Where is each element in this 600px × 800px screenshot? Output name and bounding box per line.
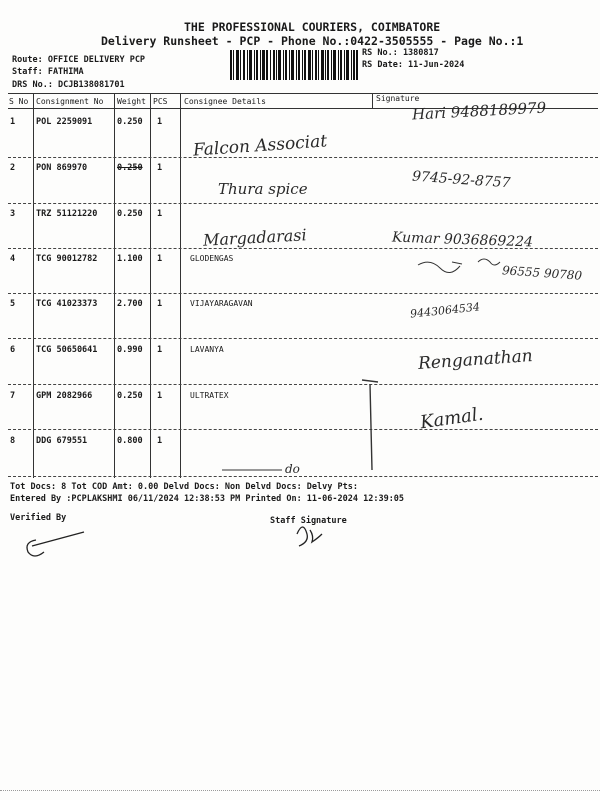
verified-by-label: Verified By	[10, 513, 67, 523]
handwritten-consignee: Thura spice	[218, 180, 308, 198]
row-consignment-no: TCG 50650641	[36, 345, 98, 355]
row-pcs: 1	[157, 254, 163, 264]
row-weight: 0.800	[117, 436, 143, 446]
row-consignment-no: TCG 90012782	[36, 254, 98, 264]
row-pcs: 1	[157, 345, 163, 355]
row-pcs: 1	[157, 391, 163, 401]
row-weight: 0.250	[117, 163, 143, 173]
row-consignee: GLODENGAS	[190, 254, 234, 263]
row-consignee: VIJAYARAGAVAN	[190, 299, 253, 308]
row-consignment-no: PON 869970	[36, 163, 88, 173]
handwritten-signature: Kamal.	[418, 403, 485, 434]
row-consignment-no: TCG 41023373	[36, 299, 98, 309]
handwritten-signature: 96555 90780	[501, 263, 583, 283]
page-bottom-edge	[0, 790, 600, 791]
col-header-consignment: Consignment No	[36, 97, 104, 106]
row-pcs: 1	[157, 299, 163, 309]
staff-label: Staff: FATHIMA	[12, 67, 84, 77]
row-sno: 4	[10, 254, 16, 264]
runsheet-subtitle: Delivery Runsheet - PCP - Phone No.:0422-3505555 - Page No.:1	[101, 34, 524, 48]
company-name: THE PROFESSIONAL COURIERS, COIMBATORE	[184, 20, 441, 34]
col-header-consignee: Consignee Details	[184, 97, 266, 106]
row-consignment-no: TRZ 51121220	[36, 209, 98, 219]
col-header-signature: Signature	[376, 94, 420, 103]
row-weight: 0.250	[117, 391, 143, 401]
col-header-sno: S No	[9, 97, 29, 106]
rs-date: RS Date: 11-Jun-2024	[362, 60, 465, 70]
route-label: Route: OFFICE DELIVERY PCP	[12, 55, 146, 65]
row-weight: 2.700	[117, 299, 143, 309]
row-pcs: 1	[157, 163, 163, 173]
row-sno: 2	[10, 163, 16, 173]
row-sno: 3	[10, 209, 16, 219]
handwritten-signature: 9745-92-8757	[411, 168, 511, 192]
row-sno: 6	[10, 345, 16, 355]
ditto-mark: do	[285, 462, 300, 476]
row-sno: 5	[10, 299, 16, 309]
staff-signature-label: Staff Signature	[270, 516, 347, 526]
totals-line: Tot Docs: 8 Tot COD Amt: 0.00 Delvd Docs: Non Delvd Docs: Delvy Pts:	[10, 482, 358, 492]
rs-number: RS No.: 1380817	[362, 48, 439, 58]
row-weight: 0.990	[117, 345, 143, 355]
drs-number: DRS No.: DCJB138081701	[12, 80, 125, 90]
row-consignee: ULTRATEX	[190, 391, 229, 400]
row-consignment-no: GPM 2082966	[36, 391, 93, 401]
row-consignment-no: DDG 679551	[36, 436, 88, 446]
handwritten-signature: Kumar 9036869224	[391, 229, 534, 251]
row-weight: 0.250	[117, 117, 143, 127]
handwritten-signature: Hari 9488189979	[411, 98, 547, 124]
col-header-weight: Weight	[117, 97, 146, 106]
row-sno: 8	[10, 436, 16, 446]
row-pcs: 1	[157, 209, 163, 219]
row-consignee: LAVANYA	[190, 345, 224, 354]
col-header-pcs: PCS	[153, 97, 168, 106]
handwritten-signature: Renganathan	[417, 346, 534, 374]
handwritten-consignee: Falcon Associat	[192, 131, 328, 161]
entered-by-line: Entered By :PCPLAKSHMI 06/11/2024 12:38:53 PM Printed On: 11-06-2024 12:39:05	[10, 494, 405, 504]
row-sno: 1	[10, 117, 16, 127]
row-weight: 0.250	[117, 209, 143, 219]
row-pcs: 1	[157, 117, 163, 127]
handwritten-consignee: Margadarasi	[202, 225, 308, 250]
handwritten-signature: 9443064534	[409, 300, 481, 321]
row-pcs: 1	[157, 436, 163, 446]
row-sno: 7	[10, 391, 16, 401]
row-consignment-no: POL 2259091	[36, 117, 93, 127]
row-weight: 1.100	[117, 254, 143, 264]
